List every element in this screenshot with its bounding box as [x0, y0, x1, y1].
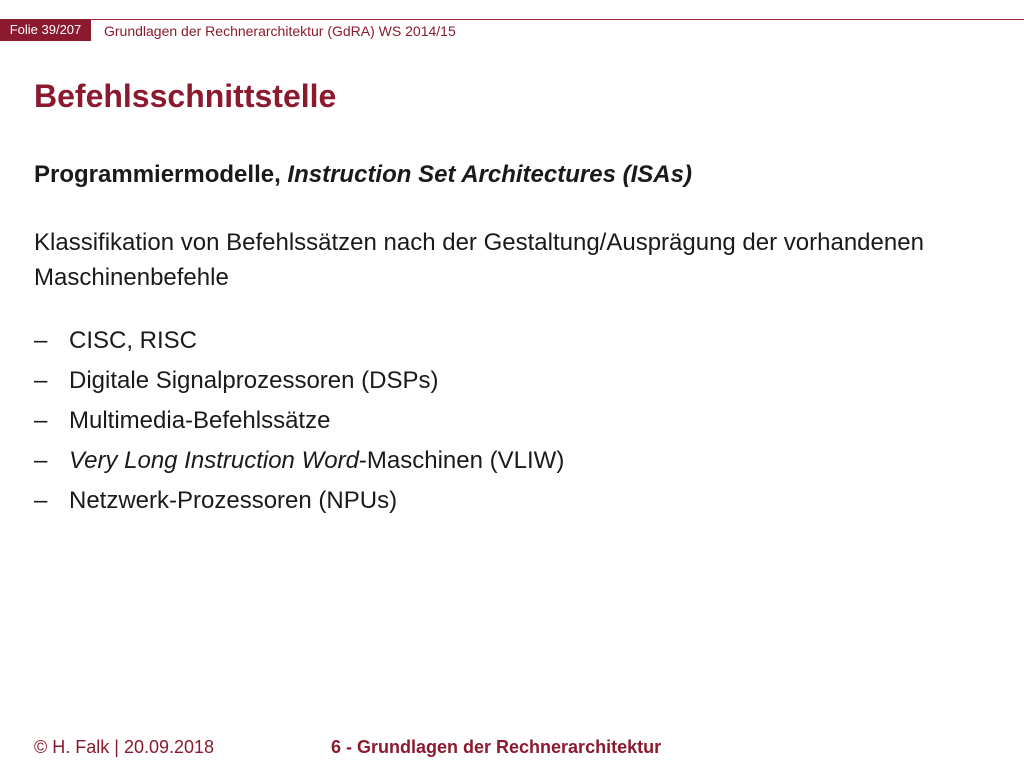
subtitle-italic: Instruction Set Architectures (ISAs) [287, 161, 692, 188]
bullet-list [34, 321, 564, 521]
bullet-dash: – [34, 447, 48, 474]
bullet-dash: – [34, 487, 48, 514]
slide-title: Befehlsschnittstelle [34, 78, 337, 114]
list-item [34, 441, 564, 481]
bullet-italic: Very Long Instruction Word [69, 447, 359, 474]
bullet-dash: – [34, 327, 48, 354]
list-item [34, 401, 564, 441]
bullet-text: -Maschinen (VLIW) [358, 447, 565, 474]
bullet-text: Multimedia-Befehlssätze [69, 407, 331, 434]
header-rule [0, 19, 1024, 20]
footer-chapter: 6 - Grundlagen der Rechnerarchitektur [331, 737, 662, 757]
bullet-dash: – [34, 407, 48, 434]
footer-author-date: © H. Falk | 20.09.2018 [34, 737, 215, 757]
subtitle-normal: Programmiermodelle, [34, 161, 288, 188]
bullet-dash: – [34, 367, 48, 394]
bullet-text: Netzwerk-Prozessoren (NPUs) [69, 487, 398, 514]
bullet-text: CISC, RISC [69, 327, 198, 354]
list-item [34, 321, 564, 361]
intro-paragraph: Klassifikation von Befehlssätzen nach der Gestaltung/Ausprägung der vorhandenen Maschinenbefehle [34, 229, 924, 291]
slide-subtitle [34, 158, 692, 192]
list-item [34, 361, 564, 401]
list-item [34, 481, 564, 521]
bullet-text: Digitale Signalprozessoren (DSPs) [69, 367, 439, 394]
course-title: Grundlagen der Rechnerarchitektur (GdRA) WS 2014/15 [104, 23, 456, 39]
slide-counter-badge: Folie 39/207 [0, 19, 91, 41]
